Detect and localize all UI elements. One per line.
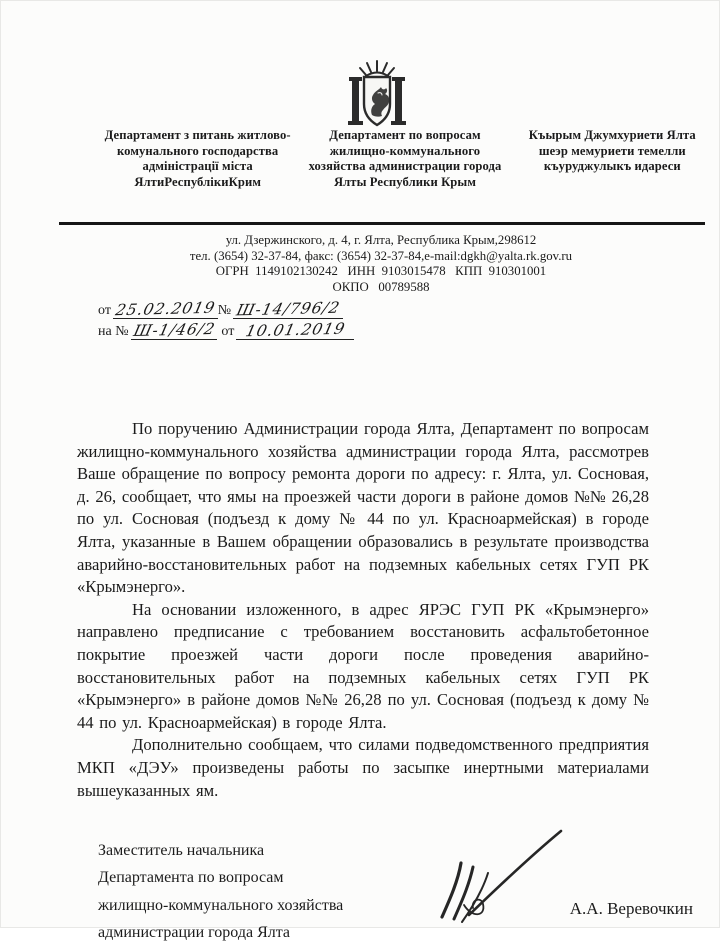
body-paragraph-2: На основании изложенного, в адрес ЯРЭС ГУП РК «Крымэнерго» направлено предписание с требованием восстановить асфальтобетонное покрытие проезжей части дороги после проведения аварийно-восстановительных работ на подземных кабельных сетях ГУП РК «Крымэнерго» в районе домов №№ 26,28 по ул. Сосновая (подъезд к дому № 44 по ул. Красноармейская) в городе Ялта. xyxy=(77,599,649,732)
incoming-ref-line xyxy=(98,319,354,340)
outgoing-number-field xyxy=(233,298,343,320)
body-paragraph-1: По поручению Администрации города Ялта, Департамент по вопросам жилищно-коммунального хозяйства администрации города Ялта, рассмотрев Ваше обращение по вопросу ремонта дороги по адресу: г. Ялта, ул. Сосновая, д. 26, сообщает, что ямы на проезжей части дороги в районе домов №№ 26,28 по ул. Сосновая (подъезд к дому № 44 по ул. Красноармейская) в городе Ялта, указанные в Вашем обращении образовались в результате производства аварийно-восстановительных работ на подземных кабельных сетях ГУП РК «Крымэнерго». xyxy=(77,419,649,597)
letter-body xyxy=(77,418,649,802)
handwritten-outgoing-number: Ш-14/796/2 xyxy=(234,298,342,320)
signatory-title-line: жилищно-коммунального хозяйства xyxy=(98,896,344,914)
reply-date-label: от xyxy=(221,324,235,339)
number-label: № xyxy=(217,303,232,318)
from-label: от xyxy=(98,303,111,318)
org-name-crimean-tatar: Къырым Джумхуриети Ялта шеэр мемуриети темелли къуруджулыкъ идареси xyxy=(528,128,696,174)
crimea-coat-of-arms-icon xyxy=(332,59,422,131)
org-name-russian: Департамент по вопросам жилищно-коммунального хозяйства администрации города Ялты Республики Крым xyxy=(308,128,502,189)
org-name-ukrainian: Департамент з питань житлово-комунального господарства адміністрації міста ЯлтиРеспублікиКрим xyxy=(104,128,291,189)
incoming-number-field xyxy=(131,319,218,341)
contact-block xyxy=(61,233,701,295)
signatory-name: А.А. Веревочкин xyxy=(569,899,693,918)
phone-fax-email-line: тел. (3654) 32-37-84, факс: (3654) 32-37-84,e-mail:dgkh@yalta.rk.gov.ru xyxy=(189,248,573,263)
body-paragraph-3: Дополнительно сообщаем, что силами подведомственного предприятия МКП «ДЭУ» произведены работы по засыпке инертными материалами вышеуказанных ям. xyxy=(77,735,649,800)
reply-to-label: на № xyxy=(98,324,129,339)
outgoing-date-field xyxy=(113,298,218,320)
handwritten-incoming-date: 10.01.2019 xyxy=(243,319,348,341)
handwritten-outgoing-date: 25.02.2019 xyxy=(113,298,218,320)
signatory-title-line: Департамента по вопросам xyxy=(98,869,284,887)
reference-block xyxy=(98,298,354,340)
signature-block xyxy=(98,837,701,942)
ogrn-inn-kpp-line: ОГРН 1149102130242 ИНН 9103015478 КПП 910301001 xyxy=(215,264,547,279)
okpo-line: ОКПО 00789588 xyxy=(332,279,430,294)
letterhead xyxy=(101,128,709,190)
signatory-title-line: Заместитель начальника xyxy=(98,842,265,859)
handwritten-incoming-number: Ш-1/46/2 xyxy=(131,319,217,341)
incoming-date-field xyxy=(236,319,354,341)
address-line: ул. Дзержинского, д. 4, г. Ялта, Республика Крым,298612 xyxy=(225,233,537,247)
header-divider xyxy=(59,222,705,225)
outgoing-ref-line xyxy=(98,298,354,319)
signatory-title xyxy=(98,837,398,947)
signatory-title-line: администрации города Ялта xyxy=(98,924,291,942)
handwritten-signature-icon xyxy=(428,825,568,925)
